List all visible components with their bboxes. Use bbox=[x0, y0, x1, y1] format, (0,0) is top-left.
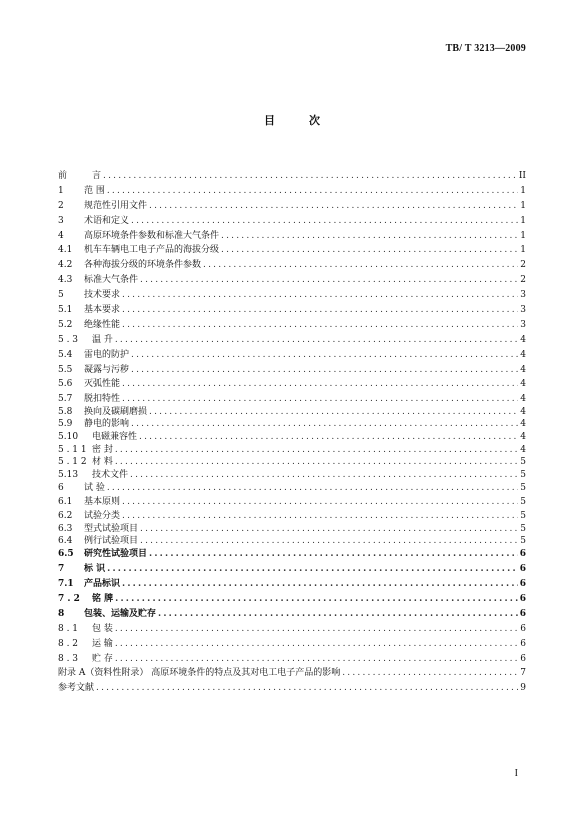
toc-entry-7-1[interactable] bbox=[58, 577, 526, 592]
toc-page: 3 bbox=[520, 305, 526, 315]
toc-page: 4 bbox=[520, 364, 526, 375]
toc-entry-4-2[interactable] bbox=[58, 258, 526, 273]
toc-entry-foreword[interactable] bbox=[58, 169, 526, 184]
toc-num: 5.9 bbox=[58, 418, 73, 429]
toc-num: 6.4 bbox=[58, 535, 73, 546]
toc-label: 范 围 bbox=[84, 185, 105, 196]
toc-label: 附录 A（资料性附录） 高原环境条件的特点及其对电工电子产品的影响 bbox=[58, 668, 341, 679]
toc-label: 灭弧性能 bbox=[84, 379, 121, 390]
toc-num: 6.3 bbox=[58, 524, 73, 535]
toc-page: 1 bbox=[520, 200, 526, 211]
toc-page: 1 bbox=[520, 245, 526, 256]
toc-label: 材 料 bbox=[92, 456, 113, 467]
toc-title-left: 目 bbox=[264, 114, 275, 127]
toc-title-right: 次 bbox=[309, 114, 320, 127]
toc-label: 静电的影响 bbox=[84, 418, 130, 429]
toc-page: 1 bbox=[520, 185, 526, 196]
toc-label: 换向及碳刷磨损 bbox=[84, 407, 148, 418]
toc-page: 4 bbox=[520, 334, 526, 345]
toc-num: 1 bbox=[58, 185, 64, 196]
toc-page: 3 bbox=[520, 319, 526, 330]
toc-label: 贮 存 bbox=[92, 653, 113, 664]
toc-label: 密 封 bbox=[92, 445, 113, 456]
toc-page: 4 bbox=[520, 379, 526, 390]
toc-page: 6 bbox=[520, 653, 526, 664]
toc-page: 6 bbox=[519, 579, 526, 590]
toc-label: 术语和定义 bbox=[84, 215, 130, 226]
toc-page: 3 bbox=[520, 290, 526, 301]
toc-page: 7 bbox=[520, 668, 526, 679]
toc-entry-5-2[interactable] bbox=[58, 318, 526, 333]
toc-label: 技术要求 bbox=[84, 290, 121, 301]
toc-page: 5 bbox=[520, 524, 526, 535]
toc-label: 基本原则 bbox=[84, 496, 121, 507]
toc-label: 铭 牌 bbox=[92, 593, 114, 604]
toc-entry-5-9[interactable] bbox=[58, 419, 526, 431]
toc-label: 凝露与污秽 bbox=[84, 364, 130, 375]
toc-page: 1 bbox=[520, 230, 526, 241]
toc-label: 包 装 bbox=[92, 623, 113, 634]
toc-label: 机车车辆电工电子产品的海拔分级 bbox=[84, 245, 220, 256]
toc-num: 6.1 bbox=[58, 496, 73, 507]
toc-label: 技术文件 bbox=[92, 470, 129, 481]
toc-label: 产品标识 bbox=[84, 579, 121, 590]
toc-num: 7.1 bbox=[58, 579, 74, 590]
toc-entry-3[interactable] bbox=[58, 214, 526, 229]
toc-entry-5-3[interactable] bbox=[58, 333, 526, 348]
toc-entry-annex-a[interactable] bbox=[58, 666, 526, 681]
toc-label: 研究性试验项目 bbox=[84, 549, 148, 560]
toc-page: 6 bbox=[519, 608, 526, 619]
toc-page: 6 bbox=[519, 593, 526, 604]
toc-label: 各种海拔分级的环境条件参数 bbox=[84, 260, 202, 271]
toc-entry-8-3[interactable] bbox=[58, 652, 526, 667]
toc-entry-5-8[interactable] bbox=[58, 407, 526, 419]
toc-entry-6-1[interactable] bbox=[58, 495, 526, 510]
toc-title bbox=[0, 112, 584, 128]
toc-num: 4 bbox=[58, 230, 64, 241]
toc-page: 4 bbox=[520, 445, 526, 456]
toc-page: 5 bbox=[520, 496, 526, 507]
toc-num: 8 . 2 bbox=[58, 638, 79, 649]
toc-num: 7 bbox=[58, 564, 65, 575]
toc-entry-8-1[interactable] bbox=[58, 622, 526, 637]
toc-entry-5-4[interactable] bbox=[58, 348, 526, 363]
toc-num: 5 . 3 bbox=[58, 334, 79, 345]
standard-code: TB/ T 3213—2009 bbox=[445, 43, 526, 54]
toc-entry-5-12[interactable] bbox=[58, 457, 526, 469]
toc-page: 5 bbox=[520, 456, 526, 467]
toc-num: 7 . 2 bbox=[58, 593, 80, 604]
toc-num: 2 bbox=[58, 200, 64, 211]
toc-entry-5-10[interactable] bbox=[58, 430, 526, 445]
toc-entry-8-2[interactable] bbox=[58, 637, 526, 652]
toc-entry-7[interactable] bbox=[58, 562, 526, 577]
toc-page: 2 bbox=[520, 260, 526, 271]
toc-num: 5.13 bbox=[58, 470, 79, 481]
toc-entry-5[interactable] bbox=[58, 288, 526, 303]
toc-entry-5-11[interactable] bbox=[58, 445, 526, 457]
toc-num: 4.1 bbox=[58, 245, 73, 256]
toc-page: 5 bbox=[520, 511, 526, 522]
toc-label: 脱扣特性 bbox=[84, 394, 121, 405]
toc-label: 规范性引用文件 bbox=[84, 200, 148, 211]
toc-list bbox=[58, 169, 526, 696]
toc-num: 3 bbox=[58, 215, 64, 226]
toc-entry-4-3[interactable] bbox=[58, 273, 526, 288]
toc-label: 言 bbox=[92, 170, 102, 181]
toc-num: 8 . 1 bbox=[58, 623, 79, 634]
toc-page: 4 bbox=[520, 418, 526, 429]
toc-num: 6.2 bbox=[58, 511, 73, 522]
toc-label: 温 升 bbox=[92, 334, 113, 345]
toc-num: 6.5 bbox=[58, 549, 74, 560]
toc-entry-6-2[interactable] bbox=[58, 509, 526, 524]
toc-num: 5.2 bbox=[58, 319, 73, 330]
toc-entry-5-6[interactable] bbox=[58, 377, 526, 392]
toc-label: 参考文献 bbox=[58, 683, 95, 694]
toc-entry-5-5[interactable] bbox=[58, 363, 526, 378]
toc-page: 4 bbox=[520, 407, 526, 418]
toc-page: 4 bbox=[520, 349, 526, 360]
toc-label: 雷电的防护 bbox=[84, 349, 130, 360]
toc-page: 9 bbox=[520, 683, 526, 694]
toc-entry-4-1[interactable] bbox=[58, 243, 526, 258]
toc-page: II bbox=[518, 170, 526, 181]
toc-num: 5.7 bbox=[58, 394, 73, 405]
toc-page: 6 bbox=[519, 549, 526, 560]
toc-entry-bibliography[interactable] bbox=[58, 681, 526, 696]
toc-entry-5-7[interactable] bbox=[58, 392, 526, 407]
toc-num: 8 . 3 bbox=[58, 653, 79, 664]
toc-num: 5.4 bbox=[58, 349, 73, 360]
toc-page: 5 bbox=[520, 535, 526, 546]
toc-page: 6 bbox=[520, 623, 526, 634]
toc-entry-7-2[interactable] bbox=[58, 592, 526, 607]
toc-page: 4 bbox=[520, 394, 526, 405]
toc-num: 5 . 1 2 bbox=[58, 456, 87, 467]
toc-page: 6 bbox=[519, 564, 526, 575]
toc-entry-2[interactable] bbox=[58, 199, 526, 214]
toc-entry-6-3[interactable] bbox=[58, 524, 526, 536]
toc-page: 1 bbox=[520, 215, 526, 226]
toc-entry-6[interactable] bbox=[58, 483, 526, 495]
toc-num: 5 . 1 1 bbox=[58, 445, 87, 456]
toc-label: 试 验 bbox=[84, 483, 105, 494]
toc-num: 8 bbox=[58, 608, 65, 619]
toc-page: 2 bbox=[520, 275, 526, 286]
toc-entry-5-13[interactable] bbox=[58, 468, 526, 483]
toc-num: 5.8 bbox=[58, 407, 73, 418]
toc-num: 4.2 bbox=[58, 260, 73, 271]
toc-label: 高原环境条件参数和标准大气条件 bbox=[84, 230, 220, 241]
toc-label: 标准大气条件 bbox=[84, 275, 139, 286]
toc-page: 5 bbox=[520, 483, 526, 494]
toc-label: 试验分类 bbox=[84, 511, 121, 522]
toc-page: 6 bbox=[520, 638, 526, 649]
toc-entry-6-5[interactable] bbox=[58, 547, 526, 562]
toc-label: 电磁兼容性 bbox=[92, 432, 138, 443]
toc-num: 5.1 bbox=[58, 305, 73, 315]
toc-label: 标 识 bbox=[84, 564, 106, 575]
toc-num: 5.6 bbox=[58, 379, 73, 390]
toc-label: 绝缘性能 bbox=[84, 319, 121, 330]
toc-entry-6-4[interactable] bbox=[58, 536, 526, 548]
toc-num: 前 bbox=[58, 170, 68, 181]
toc-page: 4 bbox=[520, 432, 526, 443]
toc-entry-1[interactable] bbox=[58, 184, 526, 199]
toc-page: 5 bbox=[520, 470, 526, 481]
toc-label: 例行试验项目 bbox=[84, 535, 139, 546]
toc-label: 运 输 bbox=[92, 638, 113, 649]
toc-entry-4[interactable] bbox=[58, 229, 526, 244]
page-number: I bbox=[514, 768, 518, 779]
toc-num: 4.3 bbox=[58, 275, 73, 286]
toc-num: 6 bbox=[58, 483, 64, 494]
toc-num: 5.10 bbox=[58, 432, 79, 443]
toc-num: 5 bbox=[58, 290, 64, 301]
toc-label: 包装、运输及贮存 bbox=[84, 608, 157, 619]
toc-entry-8[interactable] bbox=[58, 607, 526, 622]
toc-num: 5.5 bbox=[58, 364, 73, 375]
toc-label: 基本要求 bbox=[84, 305, 121, 315]
toc-entry-5-1[interactable] bbox=[58, 303, 526, 318]
toc-label: 型式试验项目 bbox=[84, 524, 139, 535]
